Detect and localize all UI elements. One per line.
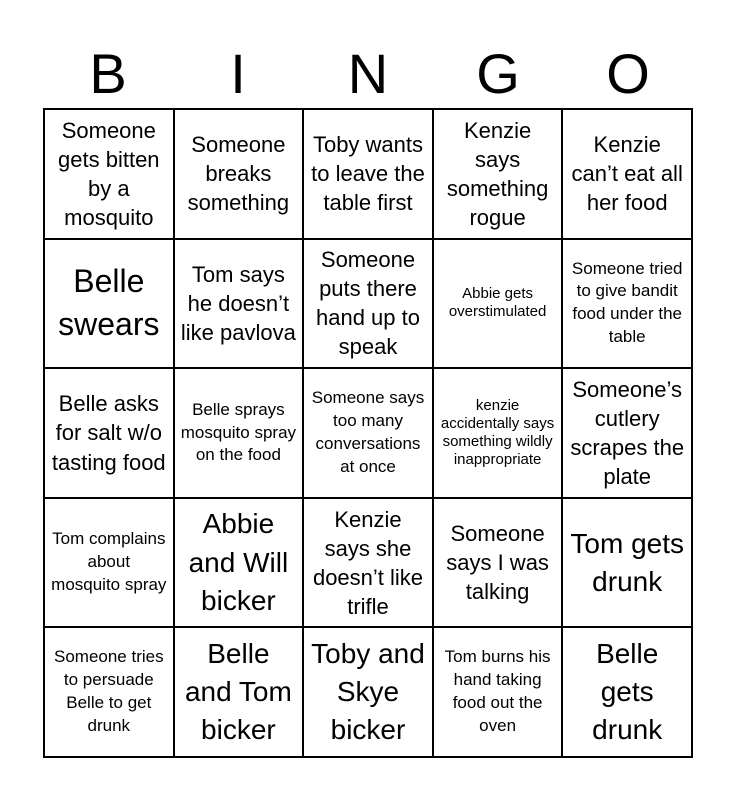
bingo-cell[interactable]: Someone tries to persuade Belle to get drunk [44,627,174,757]
bingo-cell[interactable]: Kenzie says she doesn’t like trifle [303,498,433,628]
bingo-cell[interactable]: Someone tried to give bandit food under the table [562,239,692,369]
bingo-cell[interactable]: Belle sprays mosquito spray on the food [174,368,304,498]
bingo-cell[interactable]: Someone gets bitten by a mosquito [44,109,174,239]
bingo-cell[interactable]: Abbie and Will bicker [174,498,304,628]
bingo-cell[interactable]: Someone says too many conversations at once [303,368,433,498]
bingo-cell[interactable]: Toby wants to leave the table first [303,109,433,239]
bingo-cell[interactable]: kenzie accidentally says something wildly inappropriate [433,368,563,498]
header-letter-g: G [476,42,520,105]
bingo-cell[interactable]: Someone’s cutlery scrapes the plate [562,368,692,498]
bingo-cell[interactable]: Abbie gets overstimulated [433,239,563,369]
header-letter-n: N [347,42,389,105]
bingo-cell[interactable]: Kenzie says something rogue [433,109,563,239]
bingo-cell[interactable]: Belle and Tom bicker [174,627,304,757]
bingo-cell[interactable]: Kenzie can’t eat all her food [562,109,692,239]
bingo-cell[interactable]: Tom says he doesn’t like pavlova [174,239,304,369]
bingo-grid [43,108,693,758]
bingo-cell[interactable]: Someone puts there hand up to speak [303,239,433,369]
bingo-cell[interactable]: Someone says I was talking [433,498,563,628]
bingo-cell[interactable]: Belle gets drunk [562,627,692,757]
bingo-cell[interactable]: Someone breaks something [174,109,304,239]
bingo-cell[interactable]: Toby and Skye bicker [303,627,433,757]
header-letter-o: O [606,42,650,105]
bingo-cell[interactable]: Belle swears [44,239,174,369]
bingo-cell[interactable]: Tom complains about mosquito spray [44,498,174,628]
bingo-cell[interactable]: Tom burns his hand taking food out the oven [433,627,563,757]
bingo-header [43,40,693,108]
bingo-cell[interactable]: Tom gets drunk [562,498,692,628]
bingo-cell[interactable]: Belle asks for salt w/o tasting food [44,368,174,498]
header-letter-i: I [230,42,246,105]
header-letter-b: B [89,42,127,105]
